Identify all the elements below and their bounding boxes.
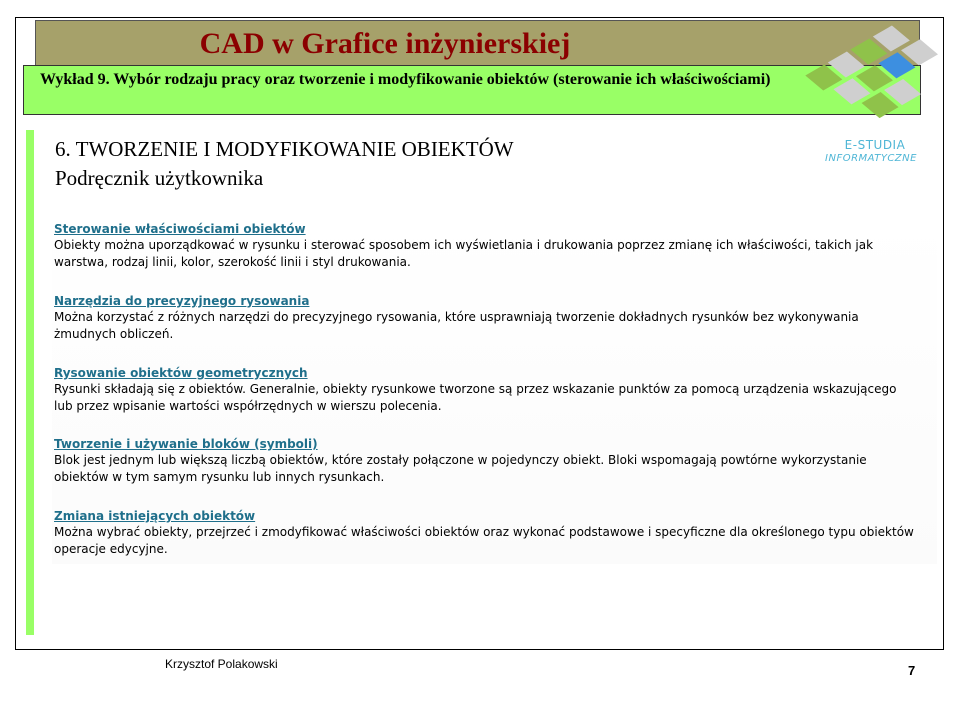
topic-item [54,366,914,415]
topic-link-geometric-objects[interactable]: Rysowanie obiektów geometrycznych [54,366,308,380]
topic-description: Można wybrać obiekty, przejrzeć i zmodyfikować właściwości obiektów oraz wykonać podstawowe i specyficzne dla określonego typu obiektów operacje edycyjne. [54,525,914,556]
topic-item [54,509,914,558]
topic-description: Blok jest jednym lub większą liczbą obiektów, które zostały połączone w pojedynczy obiekt. Bloki wspomagają powtórne wykorzystanie obiektów w tym samym rysunku lub innych rysunkach. [54,453,867,484]
topic-link-precision-tools[interactable]: Narzędzia do precyzyjnego rysowania [54,294,310,308]
lecture-subtitle: Wykład 9. Wybór rodzaju pracy oraz tworzenie i modyfikowanie obiektów (sterowanie ich właściwościami) [40,71,771,88]
topic-description: Można korzystać z różnych narzędzi do precyzyjnego rysowania, które usprawniają tworzenie dokładnych rysunków bez wykonywania żmudnych obliczeń. [54,310,859,341]
logo-text-informatyczne: INFORMATYCZNE [825,153,917,164]
logo-text-estudia: E-STUDIA [844,138,906,152]
topic-item [54,222,914,271]
topic-item [54,294,914,343]
topic-link-modify-objects[interactable]: Zmiana istniejących obiektów [54,509,256,523]
green-side-strip [26,130,34,635]
e-studia-logo-icon [805,5,955,130]
slide-title: CAD w Grafice inżynierskiej [199,27,571,60]
topic-link-blocks[interactable]: Tworzenie i używanie bloków (symboli) [54,437,318,451]
section-title: 6. TWORZENIE I MODYFIKOWANIE OBIEKTÓW [55,137,514,161]
section-subtitle: Podręcznik użytkownika [55,166,264,190]
topic-description: Obiekty można uporządkować w rysunku i sterować sposobem ich wyświetlania i drukowania poprzez zmianę ich właściwości, takich jak warstwa, rodzaj linii, kolor, szerokość linii i styl drukowania. [54,238,874,269]
page-number: 7 [908,663,916,678]
footer-author: Krzysztof Polakowski [165,657,278,671]
topic-description: Rysunki składają się z obiektów. Generalnie, obiekty rysunkowe tworzone są przez wskazanie punktów za pomocą urządzenia wskazującego lub przez wpisanie wartości współrzędnych w wierszu polecenia. [54,382,897,413]
topic-link-properties[interactable]: Sterowanie właściwościami obiektów [54,222,306,236]
topic-item [54,437,914,486]
